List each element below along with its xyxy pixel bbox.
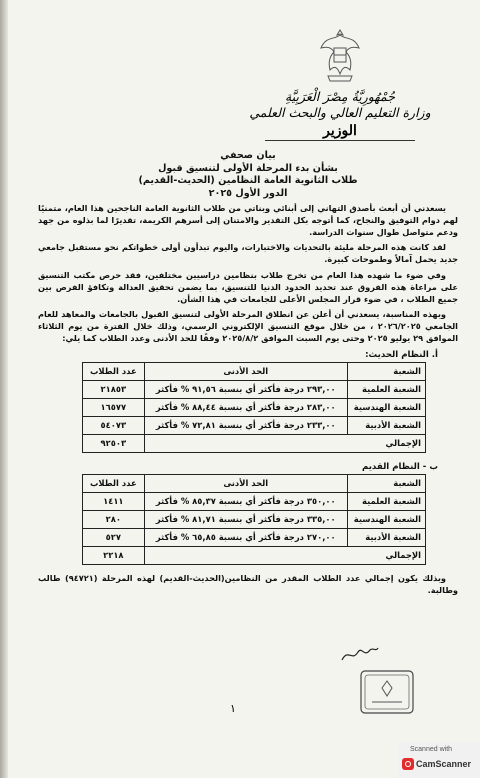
cell-branch: الشعبة الهندسية — [347, 510, 425, 528]
closing-paragraph: وبذلك يكون إجمالي عدد الطلاب المقدر من النظامين(الحديث-القديم) لهذه المرحلة (٩٤٧٢١) طالب وطالبة. — [38, 572, 458, 595]
ministry-title: وزارة التعليم العالي والبحث العلمي — [249, 105, 431, 120]
subject-line-1: بشأن بدء المرحلة الأولى لتنسيق قبول — [158, 162, 338, 174]
cell-total-count: ٩٢٥٠٣ — [83, 434, 145, 452]
signature-icon — [340, 642, 380, 666]
header-branch: الشعبة — [347, 474, 425, 492]
subject-line-2: طلاب الثانوية العامة النظامين (الحديث-القديم) — [138, 175, 358, 186]
watermark-line-2: CamScanner — [416, 759, 472, 769]
cell-min: ٢٨٣,٠٠ درجة فأكثر أي بنسبة ٨٨,٤٤ % فأكثر — [144, 398, 347, 416]
table-header-row — [83, 474, 426, 492]
scanner-watermark — [398, 742, 480, 778]
cell-total-count: ٢٢١٨ — [83, 546, 145, 564]
page-number: ١ — [230, 702, 236, 715]
table-row — [83, 492, 426, 510]
minister-title: الوزير — [323, 123, 357, 139]
cell-count: ١٦٥٧٧ — [83, 398, 145, 416]
header-count: عدد الطلاب — [83, 362, 145, 380]
section-old-system: ب - النظام القديم — [361, 461, 438, 472]
table-total-row — [83, 434, 426, 452]
table-row — [83, 398, 426, 416]
header-count: عدد الطلاب — [83, 474, 145, 492]
watermark-line-1: Scanned with — [410, 746, 453, 753]
section-new-system: أ. النظام الحديث: — [365, 349, 438, 360]
header-min: الحد الأدنى — [144, 362, 347, 380]
document-body — [38, 150, 458, 596]
titles-block — [38, 150, 458, 200]
paragraph-1: يسعدني أن أبعث بأصدق التهاني إلى أبنائي وبناتي من طلاب الثانوية العامة الناجحين هذا العام، متمنيًا لهم دوام التوفيق والنجاح، كما أتوجه بكل التقدير والامتنان إلى أسرهم الكريمة، تقديرًا لما بذلوه من جهد ودعم متواصل طوال سنوات الدراسة. — [38, 203, 458, 237]
header-divider — [265, 140, 415, 141]
camscanner-logo-icon — [402, 758, 414, 770]
table-total-row — [83, 546, 426, 564]
cell-branch: الشعبة العلمية — [347, 492, 425, 510]
paragraph-4: وبهذه المناسبة، يسعدني أن أعلن عن انطلاق المرحلة الأولى لتنسيق القبول بالجامعات والمعاهد للعام الجامعي ٢٠٢٦/٢٠٢٥ ، من خلال موقع التنسيق الإلكتروني الرسمي، وذلك خلال الفترة من يوم الثلاثاء الموافق ٢٩ يوليو ٢٠٢٥ وحتى يوم السبت الموافق ٢٠٢٥/٨/٢ وفقًا للحد الأدنى وعدد الطلاب كما يلي: — [38, 309, 458, 343]
paragraph-3: وفي ضوء ما شهده هذا العام من تخرج طلاب بنظامين دراسيين مختلفين، فقد حرص مكتب التنسيق على مراعاة هذه الفروق عند تحديد الحدود الدنيا للتنسيق، بما يضمن تحقيق العدالة وتكافؤ الفرص بين جميع الطلاب ، في ضوء قرار المجلس الأعلى للجامعات في هذا الشأن. — [38, 269, 458, 304]
republic-title: جُمْهُورِيَّةُ مِصْرَ الْعَرَبِيَّةِ — [285, 89, 395, 104]
header-min: الحد الأدنى — [144, 474, 347, 492]
paragraph-2: لقد كانت هذه المرحلة مليئة بالتحديات والاختبارات، واليوم تبدأون أولى خطواتكم نحو مستقبل جامعي جديد يحمل آمالاً وطموحات كبيرة. — [38, 242, 458, 265]
table-row — [83, 528, 426, 546]
letterhead — [240, 88, 440, 141]
table-row — [83, 416, 426, 434]
cell-count: ٥٢٧ — [83, 528, 145, 546]
table-new-system — [82, 362, 426, 453]
cell-branch: الشعبة العلمية — [347, 380, 425, 398]
ministry-stamp-icon — [358, 668, 416, 716]
subject-line-3: الدور الأول ٢٠٢٥ — [208, 187, 288, 199]
table-row — [83, 510, 426, 528]
cell-min: ٢٩٣,٠٠ درجة فأكثر أي بنسبة ٩١,٥٦ % فأكثر — [144, 380, 347, 398]
cell-min: ٣٥٠,٠٠ درجة فأكثر أي بنسبة ٨٥,٣٧ % فأكثر — [144, 492, 347, 510]
cell-branch: الشعبة الأدبية — [347, 528, 425, 546]
cell-count: ٢٨٠ — [83, 510, 145, 528]
cell-count: ٢١٨٥٣ — [83, 380, 145, 398]
cell-min: ٣٣٥,٠٠ درجة فأكثر أي بنسبة ٨١,٧١ % فأكثر — [144, 510, 347, 528]
cell-branch: الشعبة الأدبية — [347, 416, 425, 434]
cell-count: ١٤١١ — [83, 492, 145, 510]
cell-total-label: الإجمالي — [144, 546, 425, 564]
table-header-row — [83, 362, 426, 380]
cell-count: ٥٤٠٧٣ — [83, 416, 145, 434]
header-branch: الشعبة — [347, 362, 425, 380]
table-old-system — [82, 474, 426, 565]
press-release-title: بيان صحفي — [220, 150, 276, 161]
cell-branch: الشعبة الهندسية — [347, 398, 425, 416]
eagle-emblem-icon — [318, 26, 362, 84]
table-row — [83, 380, 426, 398]
cell-total-label: الإجمالي — [144, 434, 425, 452]
cell-min: ٢٧٠,٠٠ درجة فأكثر أي بنسبة ٦٥,٨٥ % فأكثر — [144, 528, 347, 546]
cell-min: ٢٣٣,٠٠ درجة فأكثر أي بنسبة ٧٢,٨١ % فأكثر — [144, 416, 347, 434]
